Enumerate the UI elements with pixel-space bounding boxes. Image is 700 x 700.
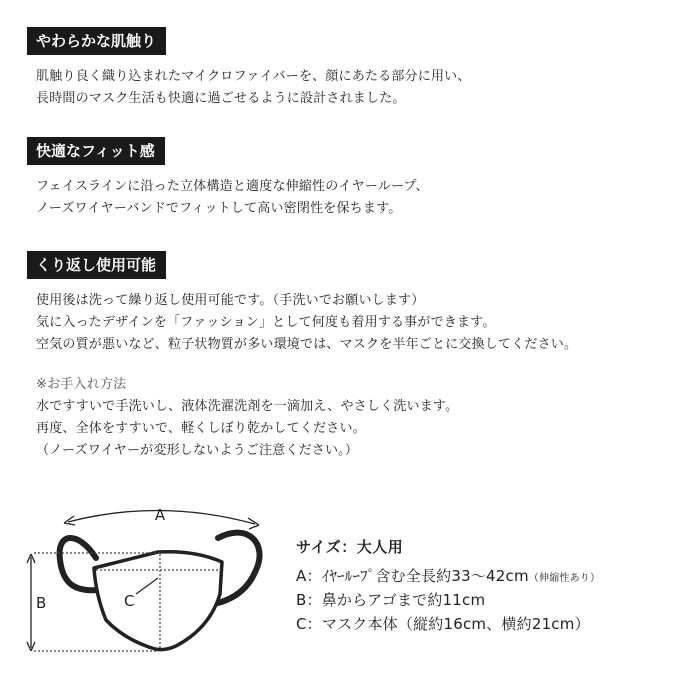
size-a-main: A：ｲﾔｰﾙｰﾌﾟ含む全長約33～42cm — [296, 567, 529, 585]
section-body — [36, 176, 429, 220]
label-a: A — [154, 506, 166, 524]
size-a — [296, 564, 600, 588]
body-line: フェイスラインに沿った立体構造と適度な伸縮性のイヤーループ、 — [36, 179, 429, 194]
care-line: 再度、全体をすすいで、軽くしぼり乾かしてください。 — [36, 421, 366, 436]
body-line: 空気の質が悪いなど、粒子状物質が多い環境では、マスクを半年ごとに交換してください。 — [36, 337, 578, 352]
size-a-note: （伸縮性あり） — [528, 573, 601, 584]
section-reusable — [27, 251, 577, 356]
section-body — [36, 290, 577, 356]
section-heading: 快適なフィット感 — [27, 137, 165, 165]
body-line: 気に入ったデザインを「ファッション」として何度も着用する事ができます。 — [36, 315, 496, 330]
label-c: C — [124, 592, 135, 610]
section-heading: やわらかな肌触り — [27, 27, 166, 55]
care-line: 水ですすいで手洗いし、液体洗濯洗剤を一滴加え、やさしく洗います。 — [36, 399, 459, 414]
body-line: 使用後は洗って繰り返し使用可能です。（手洗いでお願いします） — [36, 293, 425, 308]
size-b: B：鼻からアゴまで約11cm — [296, 591, 486, 609]
mask-body — [94, 552, 222, 650]
size-info — [296, 534, 600, 636]
care-line: （ノーズワイヤーが変形しないようご注意ください。） — [36, 443, 359, 458]
body-line: 肌触り良く織り込まれたマイクロファイバーを、顔にあたる部分に用い、 — [36, 69, 471, 84]
section-body — [36, 66, 471, 110]
section-heading: くり返し使用可能 — [27, 251, 166, 279]
body-line: ノーズワイヤーバンドでフィットして高い密閉性を保ちます。 — [36, 201, 402, 216]
mask-size-diagram — [20, 500, 270, 660]
size-c: C：マスク本体（縦約16cm、横約21cm） — [296, 615, 590, 633]
section-comfortable-fit — [27, 137, 429, 220]
care-instructions — [36, 374, 458, 462]
body-line: 長時間のマスク生活も快適に過ごせるように設計されました。 — [36, 91, 406, 106]
size-title: サイズ：大人用 — [296, 538, 404, 556]
care-title: ※お手入れ方法 — [36, 377, 127, 392]
label-b: B — [36, 594, 47, 612]
section-soft-touch — [27, 27, 471, 110]
